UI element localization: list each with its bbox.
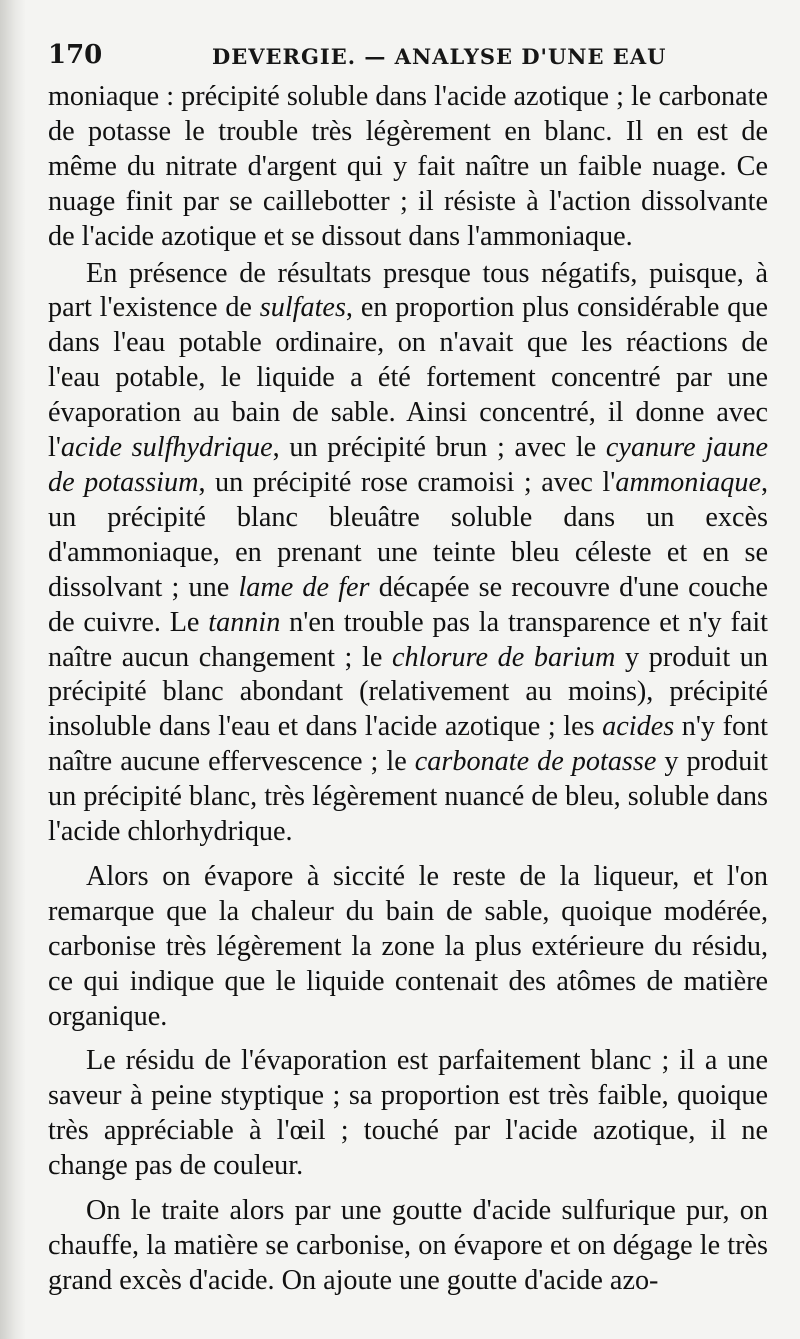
term-ammoniaque: ammoniaque (615, 466, 761, 498)
term-sulfates: sulfates (259, 292, 346, 324)
page-header (48, 36, 760, 76)
term-tannin: tannin (208, 606, 281, 638)
paragraph-2 (48, 257, 768, 850)
paragraph-2-part-5: , un précipité brun ; avec le (272, 432, 606, 464)
paragraph-2-part-3: , en proportion plus considérable que dans l'eau potable ordinaire, on n'avait que les réactions de l'eau potable, le liquide a été fortement concentré par une évaporation au bain de sable. Ainsi concentré, il donne avec l' (48, 292, 768, 464)
paragraph-1-text: moniaque : précipité soluble dans l'acide azotique ; le carbonate de potasse le trouble très légèrement en blanc. Il en est de même du nitrate d'argent qui y fait naître un faible nuage. Ce nuage finit par se caillebotter ; il résiste à l'action dissolvante de l'acide azotique et se dissout dans l'ammoniaque. (48, 81, 768, 252)
paragraph-4 (48, 1044, 768, 1184)
paragraph-2-part-15: y produit un précipité blanc abondant (relativement au moins), précipité insoluble dans l'eau et dans l'acide azotique ; les (48, 641, 768, 743)
running-title: DEVERGIE. — ANALYSE D'UNE EAU (212, 44, 667, 69)
paragraph-2-part-1: En présence de résultats presque tous négatifs, puisque, à part l'existence de (48, 257, 768, 324)
term-lame-de-fer: lame de fer (238, 571, 370, 603)
paragraph-3-text: Alors on évapore à siccité le reste de la liqueur, et l'on remarque que la chaleur du bain de sable, quoique modérée, carbonise très légèrement la zone la plus extérieure du résidu, ce qui indique que le liquide contenait des atômes de matière organique. (48, 860, 768, 1032)
page-binding-shadow (0, 0, 26, 1339)
paragraph-2-part-13: n'en trouble pas la transparence et n'y fait naître aucun changement ; le (48, 606, 768, 673)
term-acide-sulfhydrique: acide sulfhydrique (60, 432, 273, 464)
paragraph-5 (48, 1194, 768, 1299)
body-text (48, 80, 768, 1301)
paragraph-2-part-11: décapée se recouvre d'une couche de cuivre. Le (48, 571, 768, 638)
term-carbonate-de-potasse: carbonate de potasse (414, 746, 657, 778)
paragraph-2-part-7: , un précipité rose cramoisi ; avec l' (198, 466, 616, 498)
term-cyanure-jaune-de-potassium: cyanure jaune de potassium (48, 432, 768, 498)
paragraph-5-text: On le traite alors par une goutte d'acide sulfurique pur, on chauffe, la matière se carbonise, on évapore et on dégage le très grand excès d'acide. On ajoute une goutte d'acide azo- (48, 1195, 768, 1296)
paragraph-4-text: Le résidu de l'évaporation est parfaitement blanc ; il a une saveur à peine styptique ; sa proportion est très faible, quoique très appréciable à l'œil ; touché par l'acide azotique, il ne change pas de couleur. (48, 1045, 768, 1182)
paragraph-3 (48, 860, 768, 1035)
paragraph-2-part-9: , un précipité blanc bleuâtre soluble dans un excès d'ammoniaque, en prenant une teinte bleu céleste et en se dissolvant ; une (48, 466, 769, 603)
paragraph-2-part-19: y produit un précipité blanc, très légèrement nuancé de bleu, soluble dans l'acide chlorhydrique. (48, 746, 768, 848)
term-acides: acides (602, 711, 675, 743)
term-chlorure-de-barium: chlorure de barium (392, 641, 616, 673)
page-number: 170 (48, 40, 103, 70)
paragraph-1 (48, 80, 768, 255)
paragraph-2-part-17: n'y font naître aucune effervescence ; le (48, 711, 768, 778)
